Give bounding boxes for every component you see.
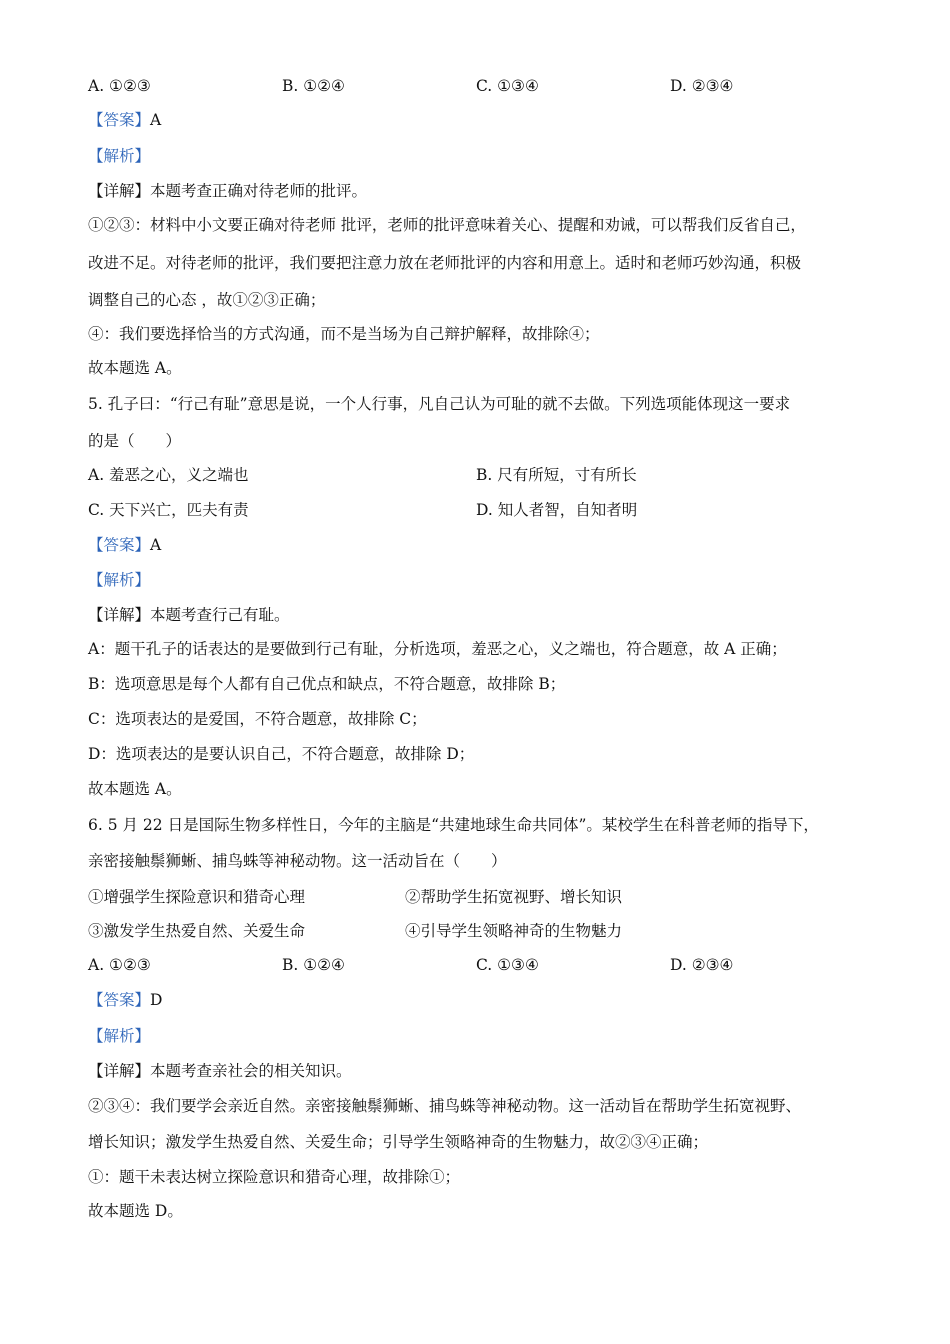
q6-conclusion: 故本题选 D。 bbox=[88, 1202, 183, 1220]
q5-option-a: A. 羞恶之心，义之端也 bbox=[88, 466, 249, 484]
q4-analysis-tag: 【解析】 bbox=[88, 147, 151, 165]
q5-conclusion: 故本题选 A。 bbox=[88, 780, 182, 798]
q6-detail bbox=[88, 1060, 878, 1082]
q5-analysis-tag: 【解析】 bbox=[88, 571, 151, 589]
q6-stem: 亲密接触鬃狮蜥、捕鸟蛛等神秘动物。这一活动旨在（ ） bbox=[88, 852, 507, 870]
q6-analysis-tag: 【解析】 bbox=[88, 1027, 151, 1045]
q6-statement-4: ④引导学生领略神奇的生物魅力 bbox=[405, 922, 623, 940]
q5-explanation-line: A：题干孔子的话表达的是要做到行己有耻，分析选项，羞恶之心，义之端也，符合题意，故 A 正确； bbox=[88, 640, 787, 658]
q5-stem: 的是（ ） bbox=[88, 432, 182, 450]
answer-value: A bbox=[150, 111, 162, 129]
q5-answer bbox=[88, 534, 878, 556]
q5-stem: 5. 孔子曰：“行己有耻”意思是说，一个人行事，凡自己认为可耻的就不去做。下列选项能体现这一要求 bbox=[88, 395, 791, 413]
q4-explanation-line: 调整自己的心态 ，故①②③正确； bbox=[88, 291, 326, 309]
q4-explanation-line: ①②③：材料中小文要正确对待老师 批评，老师的批评意味着关心、提醒和劝诫，可以帮我们反省自己， bbox=[88, 216, 806, 234]
q4-detail bbox=[88, 180, 878, 202]
detail-tag: 【详解】 bbox=[88, 606, 151, 624]
q6-answer bbox=[88, 989, 878, 1011]
q6-option-a: A. ①②③ bbox=[88, 956, 151, 974]
detail-text: 本题考查行己有耻。 bbox=[150, 606, 290, 624]
detail-tag: 【详解】 bbox=[88, 1062, 151, 1080]
q5-explanation-line: C：选项表达的是爱国，不符合题意，故排除 C； bbox=[88, 710, 427, 728]
q6-statement-1: ①增强学生探险意识和猎奇心理 bbox=[88, 888, 306, 906]
q6-option-b: B. ①②④ bbox=[282, 956, 345, 974]
q4-option-b: B. ①②④ bbox=[282, 77, 345, 95]
answer-value: A bbox=[150, 536, 162, 554]
q6-explanation-line: ②③④：我们要学会亲近自然。亲密接触鬃狮蜥、捕鸟蛛等神秘动物。这一活动旨在帮助学生拓宽视野、 bbox=[88, 1097, 802, 1115]
q5-explanation-line: D：选项表达的是要认识自己，不符合题意，故排除 D； bbox=[88, 745, 475, 763]
q6-statement-3: ③激发学生热爱自然、关爱生命 bbox=[88, 922, 306, 940]
q6-explanation-line: ①：题干未表达树立探险意识和猎奇心理，故排除①； bbox=[88, 1168, 461, 1186]
q4-option-d: D. ②③④ bbox=[670, 77, 734, 95]
q5-option-c: C. 天下兴亡，匹夫有责 bbox=[88, 501, 249, 519]
detail-text: 本题考查正确对待老师的批评。 bbox=[150, 182, 368, 200]
q5-detail bbox=[88, 604, 878, 626]
q5-option-b: B. 尺有所短，寸有所长 bbox=[476, 466, 637, 484]
q5-option-d: D. 知人者智，自知者明 bbox=[476, 501, 638, 519]
q4-answer bbox=[88, 109, 878, 131]
q6-explanation-line: 增长知识；激发学生热爱自然、关爱生命；引导学生领略神奇的生物魅力，故②③④正确； bbox=[88, 1133, 709, 1151]
answer-tag: 【答案】 bbox=[88, 111, 151, 129]
detail-tag: 【详解】 bbox=[88, 182, 151, 200]
q4-explanation-line: 改进不足。对待老师的批评，我们要把注意力放在老师批评的内容和用意上。适时和老师巧妙沟通，积极 bbox=[88, 254, 802, 272]
q4-explanation-line: ④：我们要选择恰当的方式沟通，而不是当场为自己辩护解释，故排除④； bbox=[88, 325, 600, 343]
answer-value: D bbox=[150, 991, 163, 1009]
answer-tag: 【答案】 bbox=[88, 991, 151, 1009]
q6-statement-2: ②帮助学生拓宽视野、增长知识 bbox=[405, 888, 623, 906]
answer-tag: 【答案】 bbox=[88, 536, 151, 554]
q4-conclusion: 故本题选 A。 bbox=[88, 359, 182, 377]
q4-option-c: C. ①③④ bbox=[476, 77, 539, 95]
q5-explanation-line: B：选项意思是每个人都有自己优点和缺点，不符合题意，故排除 B； bbox=[88, 675, 566, 693]
q6-option-d: D. ②③④ bbox=[670, 956, 734, 974]
q6-stem: 6. 5 月 22 日是国际生物多样性日，今年的主脑是“共建地球生命共同体”。某校学生在科普老师的指导下， bbox=[88, 816, 819, 834]
q4-option-a: A. ①②③ bbox=[88, 77, 151, 95]
detail-text: 本题考查亲社会的相关知识。 bbox=[150, 1062, 352, 1080]
q6-option-c: C. ①③④ bbox=[476, 956, 539, 974]
